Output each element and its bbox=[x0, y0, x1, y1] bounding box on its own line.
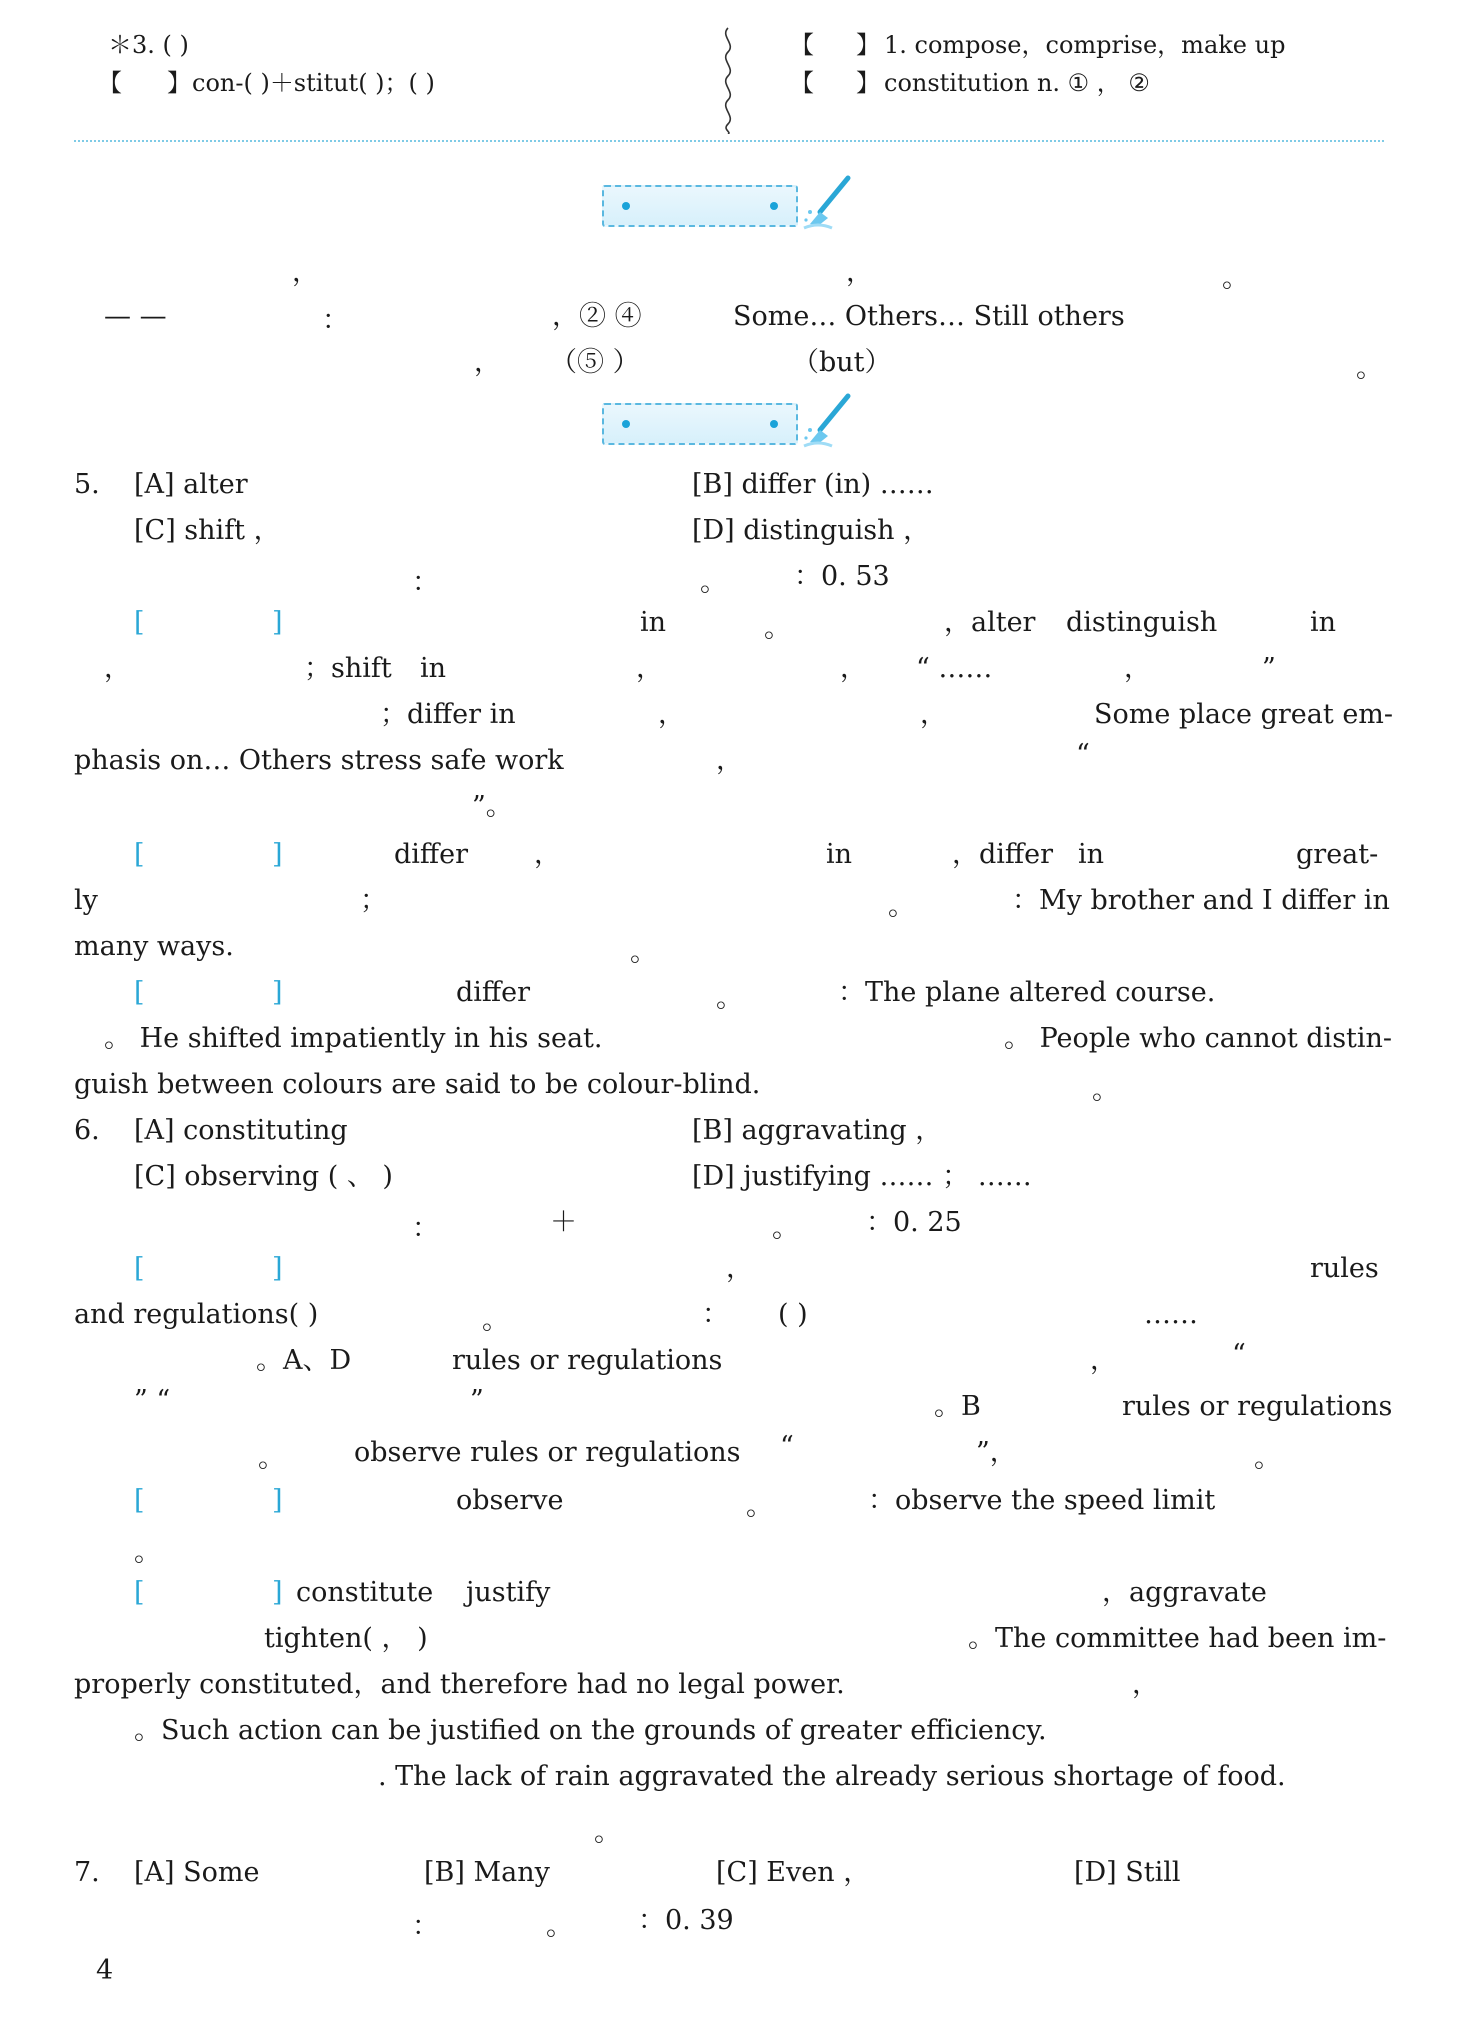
intro-l3-d: 。 bbox=[1356, 353, 1383, 384]
q5-option-c: [C] shift ， bbox=[134, 515, 281, 546]
q5-text: 。 bbox=[716, 983, 743, 1014]
q5-stat-period: 。 bbox=[700, 567, 727, 598]
q6-text: 。 bbox=[258, 1443, 285, 1474]
q5-text: many ways. bbox=[74, 931, 234, 962]
q5-text: ：My brother and I differ in bbox=[1012, 885, 1390, 916]
q5-text: great- bbox=[1296, 839, 1379, 870]
q6-text: rules or regulations bbox=[452, 1345, 723, 1376]
header-right-line2: constitution n. ① ， ② bbox=[884, 69, 1150, 97]
bracket-close-r1: 】 bbox=[856, 31, 880, 59]
q6-text: observe bbox=[456, 1485, 564, 1516]
q5-text: in bbox=[1078, 839, 1105, 870]
q6-text: ： bbox=[702, 1299, 729, 1330]
bracket-open-r2: 【 bbox=[790, 69, 814, 97]
q5-option-d: [D] distinguish ， bbox=[692, 515, 931, 546]
q5-text: ， bbox=[716, 745, 743, 776]
q6-text: ，aggravate bbox=[1102, 1577, 1267, 1608]
intro-l1-a: ， bbox=[292, 257, 319, 288]
q6-text: ” bbox=[470, 1385, 484, 1416]
section-banner-1 bbox=[602, 185, 798, 227]
item3-label: ＊3. ( ) bbox=[108, 31, 189, 59]
intro-l2-english: Some… Others… Still others bbox=[733, 301, 1125, 332]
banner-dot-icon bbox=[770, 420, 778, 428]
q5-text: ，differ bbox=[952, 839, 1053, 870]
q6-option-b: [B] aggravating ， bbox=[692, 1115, 943, 1146]
q5-bracket-open: [ bbox=[134, 977, 145, 1008]
intro-l1-c: 。 bbox=[1222, 263, 1249, 294]
intro-l1-b: ， bbox=[846, 257, 873, 288]
banner-dot-icon bbox=[770, 202, 778, 210]
q6-text: . The lack of rain aggravated the already serious shortage of food. bbox=[378, 1761, 1286, 1792]
q7-number: 7. bbox=[74, 1857, 100, 1888]
wavy-divider bbox=[718, 26, 738, 134]
q6-text: 。B bbox=[934, 1391, 981, 1422]
q5-text: ； bbox=[360, 885, 387, 916]
q6-text: and regulations( ) bbox=[74, 1299, 319, 1330]
q5-stat-value: ：0. 53 bbox=[794, 561, 890, 592]
q6-text: rules or regulations bbox=[1122, 1391, 1393, 1422]
bracket-close: 】 bbox=[167, 69, 191, 97]
q5-text: ， bbox=[534, 839, 561, 870]
q6-text: tighten( ， ) bbox=[264, 1623, 428, 1654]
q6-text: rules bbox=[1310, 1253, 1379, 1284]
bracket-open: 【 bbox=[98, 69, 122, 97]
dotted-divider bbox=[74, 140, 1384, 142]
q5-text: 。 bbox=[764, 613, 791, 644]
q7-stat-period: 。 bbox=[546, 1911, 573, 1942]
q6-text: properly constituted，and therefore had no legal power. bbox=[74, 1669, 845, 1700]
q5-text: 。 People who cannot distin- bbox=[1004, 1023, 1393, 1054]
q6-text: ， bbox=[1132, 1669, 1159, 1700]
q5-text: 。 He shifted impatiently in his seat. bbox=[104, 1023, 603, 1054]
page-number: 4 bbox=[96, 1955, 114, 1986]
section-banner-2 bbox=[602, 403, 798, 445]
q6-text: 。The committee had been im- bbox=[968, 1623, 1387, 1654]
q5-bracket-close: ] bbox=[272, 977, 283, 1008]
q5-text: in bbox=[1310, 607, 1337, 638]
q6-text: ”， bbox=[976, 1437, 1017, 1468]
intro-l3-c: （but） bbox=[792, 347, 892, 378]
q7-option-b: [B] Many bbox=[424, 1857, 550, 1888]
banner-dot-icon bbox=[622, 420, 630, 428]
q7-stat-colon: ： bbox=[412, 1911, 439, 1942]
q5-text: guish between colours are said to be colour-blind. bbox=[74, 1069, 761, 1100]
q6-text: observe rules or regulations bbox=[354, 1437, 741, 1468]
q7-option-d: [D] Still bbox=[1074, 1857, 1181, 1888]
q5-text: “ …… bbox=[916, 653, 993, 684]
q5-text: in bbox=[826, 839, 853, 870]
q5-text: in bbox=[640, 607, 667, 638]
q6-bracket-close: ] bbox=[272, 1253, 283, 1284]
q6-bracket-close: ] bbox=[272, 1577, 283, 1608]
q5-bracket-open: [ bbox=[134, 607, 145, 638]
q6-bracket-open: [ bbox=[134, 1577, 145, 1608]
q6-option-a: [A] constituting bbox=[134, 1115, 348, 1146]
q6-stat-value: ：0. 25 bbox=[866, 1207, 962, 1238]
q5-text: ：The plane altered course. bbox=[838, 977, 1216, 1008]
intro-l3-a: ， bbox=[474, 347, 501, 378]
bracket-open-r1: 【 bbox=[790, 31, 814, 59]
brush-icon bbox=[798, 174, 856, 232]
header-right-line1: 1. compose，comprise，make up bbox=[884, 31, 1286, 59]
intro-l2-dash: — — bbox=[104, 301, 167, 332]
q5-text: ， bbox=[104, 653, 131, 684]
q5-text: ， bbox=[636, 653, 663, 684]
q6-text: 。A、D bbox=[256, 1345, 352, 1376]
q5-option-a: [A] alter bbox=[134, 469, 248, 500]
q5-text: ， bbox=[658, 699, 685, 730]
q5-text: Some place great em- bbox=[1094, 699, 1394, 730]
bracket-close-r2: 】 bbox=[856, 69, 880, 97]
q6-number: 6. bbox=[74, 1115, 100, 1146]
q7-option-a: [A] Some bbox=[134, 1857, 260, 1888]
q6-text: ：observe the speed limit bbox=[868, 1485, 1216, 1516]
intro-l2-colon: ： bbox=[322, 305, 349, 336]
q5-text: ”。 bbox=[472, 791, 513, 822]
q5-bracket-open: [ bbox=[134, 839, 145, 870]
q6-stat-colon: ： bbox=[412, 1213, 439, 1244]
q5-bracket-close: ] bbox=[272, 839, 283, 870]
q6-option-d: [D] justifying …… ； …… bbox=[692, 1161, 1032, 1192]
q5-text: phasis on… Others stress safe work bbox=[74, 745, 564, 776]
q6-stat-period: 。 bbox=[772, 1213, 799, 1244]
q6-text: “ bbox=[1232, 1339, 1246, 1370]
q6-text: constitute bbox=[296, 1577, 434, 1608]
q5-text: 。 bbox=[630, 937, 657, 968]
q6-bracket-close: ] bbox=[272, 1485, 283, 1516]
q7-stat-value: ：0. 39 bbox=[638, 1905, 734, 1936]
q5-text: differ bbox=[456, 977, 530, 1008]
intro-l3-b: （⑤ ） bbox=[550, 347, 640, 378]
q6-text: 。 bbox=[594, 1817, 621, 1848]
q6-text: 。 bbox=[746, 1491, 773, 1522]
q6-text: 。 bbox=[1254, 1443, 1281, 1474]
q5-option-b: [B] differ (in) …… bbox=[692, 469, 934, 500]
q6-text: ( ) bbox=[778, 1299, 808, 1330]
q7-option-c: [C] Even ， bbox=[716, 1857, 871, 1888]
q5-text: 。 bbox=[1092, 1075, 1119, 1106]
q6-bracket-open: [ bbox=[134, 1485, 145, 1516]
q5-text: 。 bbox=[888, 891, 915, 922]
q5-text: ， bbox=[840, 653, 867, 684]
q5-bracket-close: ] bbox=[272, 607, 283, 638]
con-stitut-line: con-( )＋stitut( )；( ) bbox=[192, 69, 435, 97]
q6-text: justify bbox=[466, 1577, 551, 1608]
q6-bracket-open: [ bbox=[134, 1253, 145, 1284]
q6-text: “ bbox=[780, 1431, 794, 1462]
q5-text: ， bbox=[1124, 653, 1151, 684]
q5-text: ， bbox=[920, 699, 947, 730]
q6-text: 。Such action can be justified on the grounds of greater efficiency. bbox=[134, 1715, 1047, 1746]
brush-icon bbox=[798, 392, 856, 450]
q5-text: ly bbox=[74, 885, 98, 916]
q5-text: ” bbox=[1262, 653, 1276, 684]
q6-text: 。 bbox=[134, 1537, 161, 1568]
q5-stat-colon: ： bbox=[412, 567, 439, 598]
q6-text: ， bbox=[1090, 1345, 1117, 1376]
intro-l2-marks: ，② ④ bbox=[552, 301, 642, 332]
q6-option-c: [C] observing ( 、 ) bbox=[134, 1161, 393, 1192]
q5-text: “ bbox=[1076, 739, 1090, 770]
q5-text: ；shift bbox=[304, 653, 392, 684]
banner-dot-icon bbox=[622, 202, 630, 210]
q6-text: ， bbox=[726, 1253, 753, 1284]
q5-text: differ bbox=[394, 839, 468, 870]
q5-text: ；differ in bbox=[380, 699, 516, 730]
q5-text: in bbox=[420, 653, 447, 684]
q5-text: ，alter bbox=[944, 607, 1036, 638]
q6-text: 。 bbox=[482, 1305, 509, 1336]
q5-text: distinguish bbox=[1066, 607, 1218, 638]
q5-number: 5. bbox=[74, 469, 100, 500]
q6-text: ” “ bbox=[134, 1385, 171, 1416]
q6-text: …… bbox=[1144, 1299, 1198, 1330]
q6-stat-plus: ＋ bbox=[550, 1207, 577, 1238]
